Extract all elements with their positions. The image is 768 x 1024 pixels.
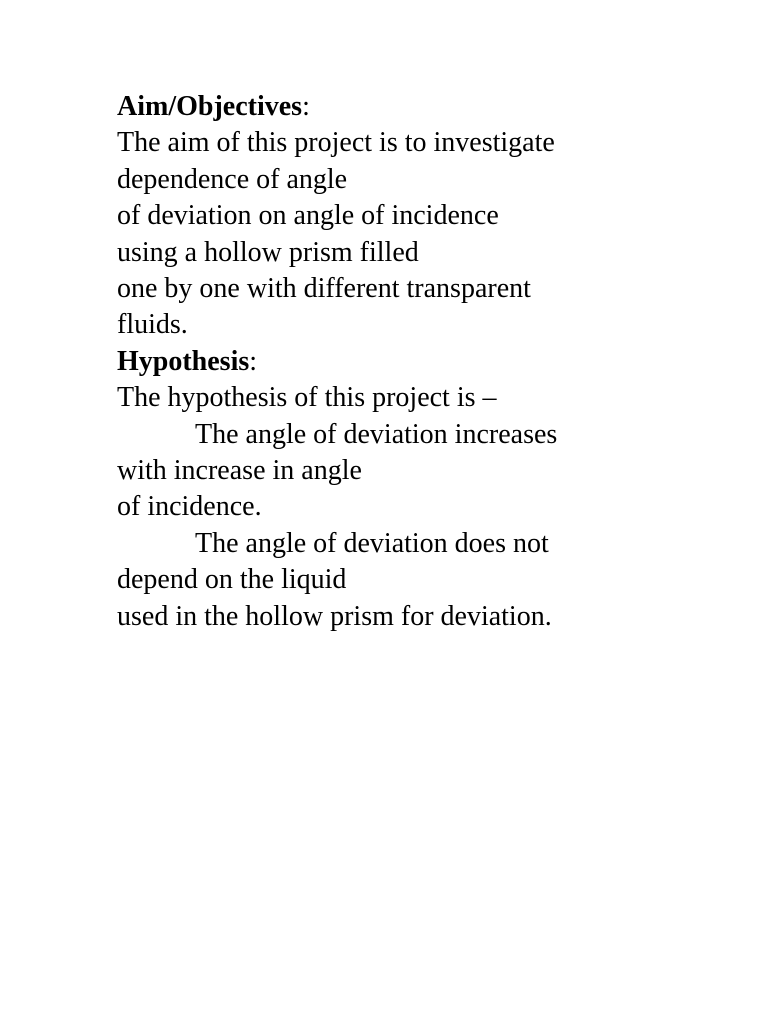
hypothesis-point2-line-1: The angle of deviation does not [195, 527, 549, 559]
aim-line-2: dependence of angle [117, 163, 348, 195]
aim-heading [117, 89, 757, 125]
hypothesis-heading [117, 344, 757, 380]
aim-line-5: one by one with different transparent [117, 273, 531, 305]
hypothesis-intro: The hypothesis of this project is – [117, 382, 497, 414]
aim-line-1: The aim of this project is to investigate [117, 127, 555, 159]
hypothesis-point1-line-3: of incidence. [117, 491, 262, 523]
aim-line-4: using a hollow prism filled [117, 236, 419, 268]
document-page [117, 89, 757, 635]
hypothesis-point2-line-2: depend on the liquid [117, 564, 347, 596]
aim-line-3: of deviation on angle of incidence [117, 200, 499, 232]
aim-line-6: fluids. [117, 309, 188, 341]
aim-heading-colon: : [302, 91, 310, 122]
hypothesis-point1-line-1: The angle of deviation increases [195, 418, 558, 450]
hypothesis-point1-line-2: with increase in angle [117, 455, 362, 487]
hypothesis-point2-line-3: used in the hollow prism for deviation. [117, 600, 552, 632]
hypothesis-heading-label: Hypothesis [117, 345, 250, 377]
aim-heading-label: Aim/Objectives [117, 91, 303, 122]
hypothesis-heading-colon: : [249, 345, 258, 377]
